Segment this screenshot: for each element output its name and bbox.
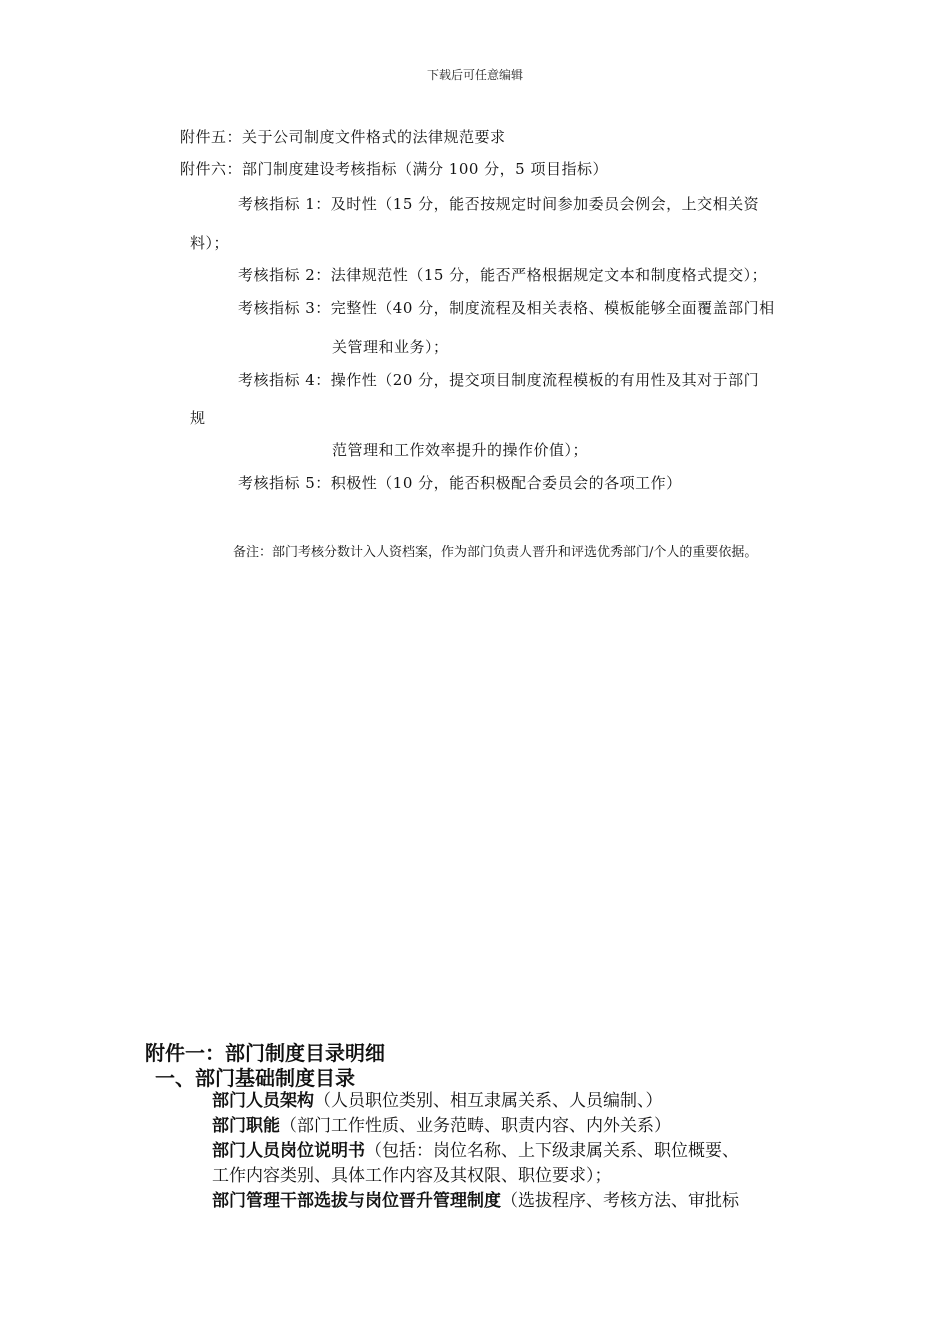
catalog-item-title: 部门人员岗位说明书 <box>212 1141 365 1161</box>
attachment-5-line: 附件五：关于公司制度文件格式的法律规范要求 <box>180 128 506 146</box>
page-header: 下载后可任意编辑 <box>426 68 523 82</box>
indicator-3-line-1: 考核指标 3：完整性（40 分，制度流程及相关表格、模板能够全面覆盖部门相 <box>238 299 775 317</box>
catalog-item-desc: （部门工作性质、业务范畴、职责内容、内外关系） <box>280 1116 671 1136</box>
indicator-4-line-3: 范管理和工作效率提升的操作价值）； <box>332 441 589 459</box>
indicator-4-line-1: 考核指标 4：操作性（20 分，提交项目制度流程模板的有用性及其对于部门 <box>238 371 760 389</box>
section-title: 附件一：部门制度目录明细 <box>145 1041 385 1065</box>
catalog-item-desc: （人员职位类别、相互隶属关系、人员编制、） <box>314 1091 663 1111</box>
section-subtitle: 一、部门基础制度目录 <box>155 1066 355 1090</box>
catalog-item-title: 部门职能 <box>212 1116 280 1136</box>
catalog-item-continued <box>212 1161 612 1186</box>
catalog-item <box>212 1186 739 1211</box>
indicator-1-line-1: 考核指标 1：及时性（15 分，能否按规定时间参加委员会例会，上交相关资 <box>238 195 760 213</box>
catalog-item <box>212 1136 739 1161</box>
remark-note: 备注：部门考核分数计入人资档案，作为部门负责人晋升和评选优秀部门/个人的重要依据。 <box>233 545 758 560</box>
indicator-5-line: 考核指标 5：积极性（10 分，能否积极配合委员会的各项工作） <box>238 474 682 492</box>
catalog-item-desc: （包括：岗位名称、上下级隶属关系、职位概要、 <box>365 1141 739 1161</box>
catalog-item <box>212 1111 671 1136</box>
indicator-2-line: 考核指标 2：法律规范性（15 分，能否严格根据规定文本和制度格式提交）； <box>238 266 768 284</box>
catalog-item-desc: 工作内容类别、具体工作内容及其权限、职位要求）； <box>212 1166 612 1186</box>
indicator-4-line-2: 规 <box>190 409 206 427</box>
indicator-3-line-2: 关管理和业务）； <box>332 338 449 356</box>
catalog-item-title: 部门管理干部选拔与岗位晋升管理制度 <box>212 1191 501 1211</box>
indicator-1-line-2: 料）； <box>190 234 230 252</box>
attachment-6-line: 附件六：部门制度建设考核指标（满分 100 分，5 项目指标） <box>180 160 608 178</box>
catalog-item <box>212 1086 663 1111</box>
catalog-item-title: 部门人员架构 <box>212 1091 314 1111</box>
catalog-item-desc: （选拔程序、考核方法、审批标 <box>501 1191 739 1211</box>
